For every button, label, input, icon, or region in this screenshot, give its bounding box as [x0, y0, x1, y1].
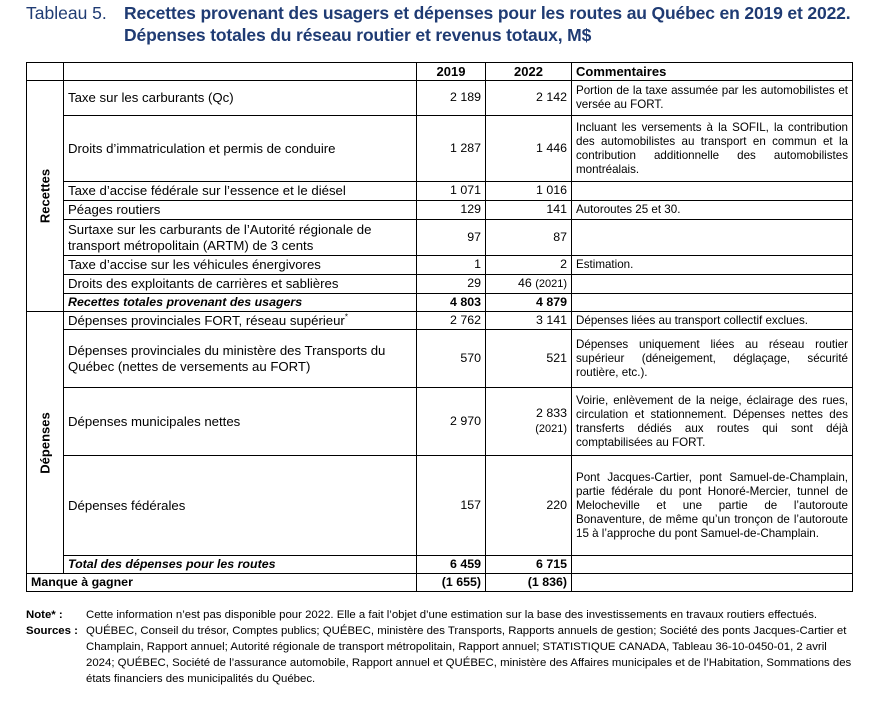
sources-text: QUÉBEC, Conseil du trésor, Comptes publics; QUÉBEC, ministère des Transports, Rapports annuels de gestion; Société des ponts Jacques-Cartier et Champlain, Rapport annuel; Autorité régionale de transport métropolitain, Rapport annuel; STATISTIQUE CANADA, Tableau 36-10-0450-01, 2 avril 2024; QUÉBEC, Société de l’assurance automobile, Rapport annuel et QUÉBEC, ministère des Affaires municipales et de l’Habitation, Sommations des états financiers des municipalités du Québec. [86, 625, 852, 685]
table-row [27, 81, 853, 116]
table-row [27, 116, 853, 182]
table-row [27, 182, 853, 201]
row-comment: Dépenses uniquement liées au réseau routier supérieur (déneigement, déglaçage, sécurité routière, etc.). [572, 330, 853, 388]
value-2022-amount: 2 833 [535, 406, 567, 420]
value-2019: 2 970 [417, 388, 486, 456]
table-number: Tableau 5. [26, 3, 107, 23]
row-comment: Estimation. [572, 256, 853, 275]
row-label: Dépenses fédérales [64, 456, 417, 556]
row-label-text: Dépenses provinciales FORT, réseau supérieur [68, 312, 345, 328]
row-comment: Portion de la taxe assumée par les automobilistes et versée au FORT. [572, 81, 853, 116]
row-comment: Incluant les versements à la SOFIL, la contribution des automobilistes au transport en commun et la contribution additionnelle des automobilistes montréalais. [572, 116, 853, 182]
row-label: Taxe d’accise fédérale sur l’essence et le diésel [64, 182, 417, 201]
row-label: Dépenses provinciales du ministère des Transports du Québec (nettes de versements au FORT) [64, 330, 417, 388]
header-comments: Commentaires [572, 63, 853, 81]
value-2022: 3 141 [486, 312, 572, 330]
value-2019: 570 [417, 330, 486, 388]
table-notes [26, 607, 856, 687]
header-blank-2 [64, 63, 417, 81]
row-label: Droits d’immatriculation et permis de conduire [64, 116, 417, 182]
table-row [27, 256, 853, 275]
row-label: Droits des exploitants de carrières et sablières [64, 275, 417, 294]
depenses-total-row [27, 556, 853, 574]
manque-2019: (1 655) [417, 574, 486, 592]
manque-row [27, 574, 853, 592]
value-2022: 1 446 [486, 116, 572, 182]
value-2022-year-note: (2021) [535, 422, 567, 435]
table-row [27, 456, 853, 556]
row-comment: Voirie, enlèvement de la neige, éclairage des rues, circulation et stationnement. Dépenses nettes des transferts dédiés aux routes qui sont déjà comptabilisées au FORT. [572, 388, 853, 456]
footnote-marker: * [344, 312, 348, 322]
row-label: Taxe d’accise sur les véhicules énergivores [64, 256, 417, 275]
total-label: Recettes totales provenant des usagers [64, 294, 417, 312]
title-line-2: Dépenses totales du réseau routier et revenus totaux, M$ [124, 25, 592, 45]
section-label-depenses: Dépenses [37, 411, 53, 474]
value-2019: 2 762 [417, 312, 486, 330]
value-2022-amount: 46 [517, 275, 532, 290]
row-label: Péages routiers [64, 201, 417, 220]
total-2019: 4 803 [417, 294, 486, 312]
value-2022-year-note: (2021) [535, 277, 567, 290]
value-2019: 157 [417, 456, 486, 556]
value-2019: 129 [417, 201, 486, 220]
total-2022: 6 715 [486, 556, 572, 574]
manque-2022: (1 836) [486, 574, 572, 592]
section-label-recettes: Recettes [37, 168, 53, 224]
table-row [27, 388, 853, 456]
table-row [27, 201, 853, 220]
note-text: Cette information n’est pas disponible pour 2022. Elle a fait l’objet d’une estimation sur la base des investissements en travaux routiers effectués. [86, 609, 818, 621]
value-2022: 220 [486, 456, 572, 556]
value-2019: 1 [417, 256, 486, 275]
table-row [27, 220, 853, 256]
manque-label: Manque à gagner [27, 574, 417, 592]
row-label [64, 312, 417, 330]
header-2022: 2022 [486, 63, 572, 81]
row-comment [572, 220, 853, 256]
value-2022: 87 [486, 220, 572, 256]
note-key: Note* : [26, 609, 63, 621]
value-2019: 29 [417, 275, 486, 294]
header-row [27, 63, 853, 81]
value-2022 [486, 388, 572, 456]
value-2019: 2 189 [417, 81, 486, 116]
value-2019: 97 [417, 220, 486, 256]
table-row [27, 312, 853, 330]
revenue-expense-table [26, 62, 853, 592]
sources-row [26, 623, 856, 687]
header-2019: 2019 [417, 63, 486, 81]
value-2022: 521 [486, 330, 572, 388]
row-comment: Dépenses liées au transport collectif exclues. [572, 312, 853, 330]
title-line-1: Recettes provenant des usagers et dépenses pour les routes au Québec en 2019 et 2022. [124, 3, 851, 23]
value-2022: 1 016 [486, 182, 572, 201]
manque-comment-blank [572, 574, 853, 592]
row-label: Taxe sur les carburants (Qc) [64, 81, 417, 116]
header-blank-1 [27, 63, 64, 81]
value-2019: 1 071 [417, 182, 486, 201]
row-label: Surtaxe sur les carburants de l’Autorité régionale de transport métropolitain (ARTM) de 3 cents [64, 220, 417, 256]
note-row [26, 607, 856, 623]
total-comment-blank [572, 556, 853, 574]
section-depenses [27, 312, 64, 574]
row-label: Dépenses municipales nettes [64, 388, 417, 456]
value-2022: 141 [486, 201, 572, 220]
total-label: Total des dépenses pour les routes [64, 556, 417, 574]
table-title [26, 3, 876, 47]
sources-key: Sources : [26, 625, 78, 637]
table-row [27, 275, 853, 294]
row-comment: Autoroutes 25 et 30. [572, 201, 853, 220]
row-comment [572, 182, 853, 201]
value-2022: 2 142 [486, 81, 572, 116]
section-recettes [27, 81, 64, 312]
value-2022: 2 [486, 256, 572, 275]
recettes-total-row [27, 294, 853, 312]
total-2022: 4 879 [486, 294, 572, 312]
value-2019: 1 287 [417, 116, 486, 182]
total-2019: 6 459 [417, 556, 486, 574]
row-comment: Pont Jacques-Cartier, pont Samuel-de-Champlain, partie fédérale du pont Honoré-Mercier, tunnel de Melocheville et une partie de l’autoroute Bonaventure, de même qu’un tronçon de l’autoroute 15 à l’approche du pont Samuel-de-Champlain. [572, 456, 853, 556]
row-comment [572, 275, 853, 294]
value-2022 [486, 275, 572, 294]
table-row [27, 330, 853, 388]
total-comment-blank [572, 294, 853, 312]
